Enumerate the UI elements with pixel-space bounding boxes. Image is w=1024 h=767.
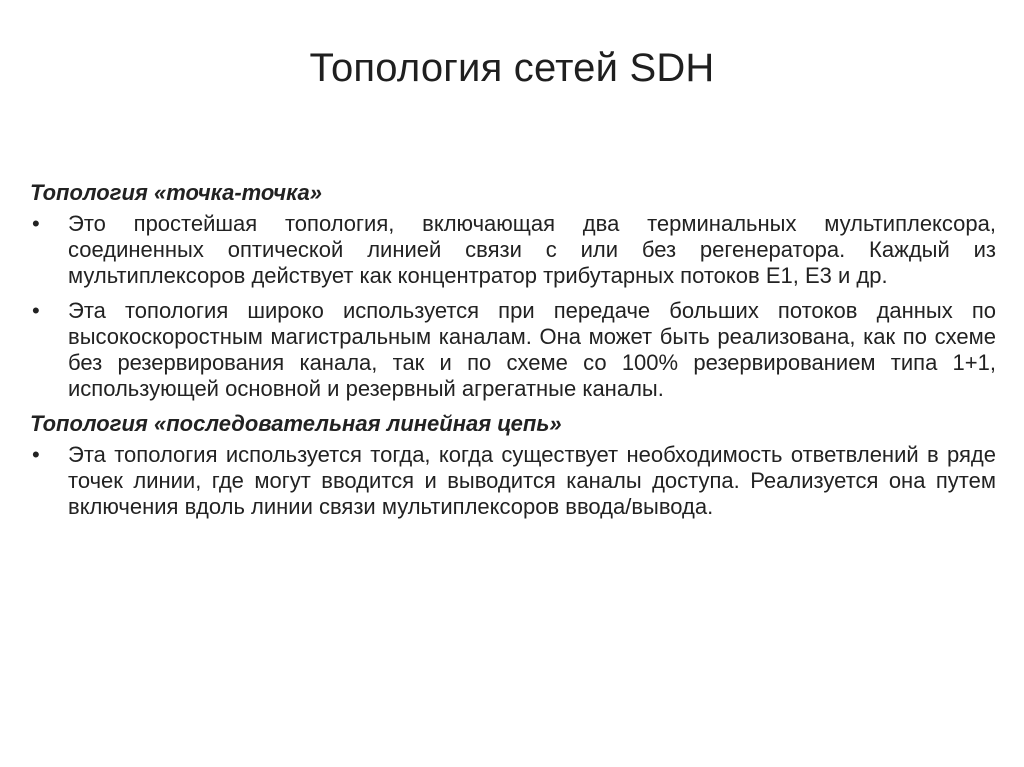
slide-content — [30, 180, 996, 529]
bullet-list — [30, 211, 996, 402]
bullet-text: Эта топология широко используется при передаче больших потоков данных по высокоскоростным магистральным каналам. Она может быть реализована, как по схеме без резервирования канала, так и по схеме со 100% резервированием типа 1+1, использующей основной и резервный агрегатные каналы. — [68, 298, 996, 401]
section-point-to-point — [30, 180, 996, 402]
bullet-text: Эта топология используется тогда, когда существует необходимость ответвлений в ряде точек линии, где могут вводится и выводится каналы доступа. Реализуется она путем включения вдоль линии связи мультиплексоров ввода/вывода. — [68, 442, 996, 519]
slide-title: Топология сетей SDH — [309, 46, 715, 90]
bullet-list — [30, 442, 996, 520]
bullet-icon: • — [32, 211, 40, 236]
bullet-icon: • — [32, 298, 40, 323]
bullet-text: Это простейшая топология, включающая два терминальных мультиплексора, соединенных оптической линией связи с или без регенератора. Каждый из мультиплексоров действует как концентратор трибутарных потоков Е1, Е3 и др. — [68, 211, 996, 288]
section-linear-chain — [30, 411, 996, 520]
bullet-item — [30, 211, 996, 289]
bullet-icon: • — [32, 442, 40, 467]
bullet-item — [30, 442, 996, 520]
section-heading: Топология «точка-точка» — [30, 180, 322, 205]
bullet-item — [30, 298, 996, 402]
section-heading: Топология «последовательная линейная цепь» — [30, 411, 562, 436]
